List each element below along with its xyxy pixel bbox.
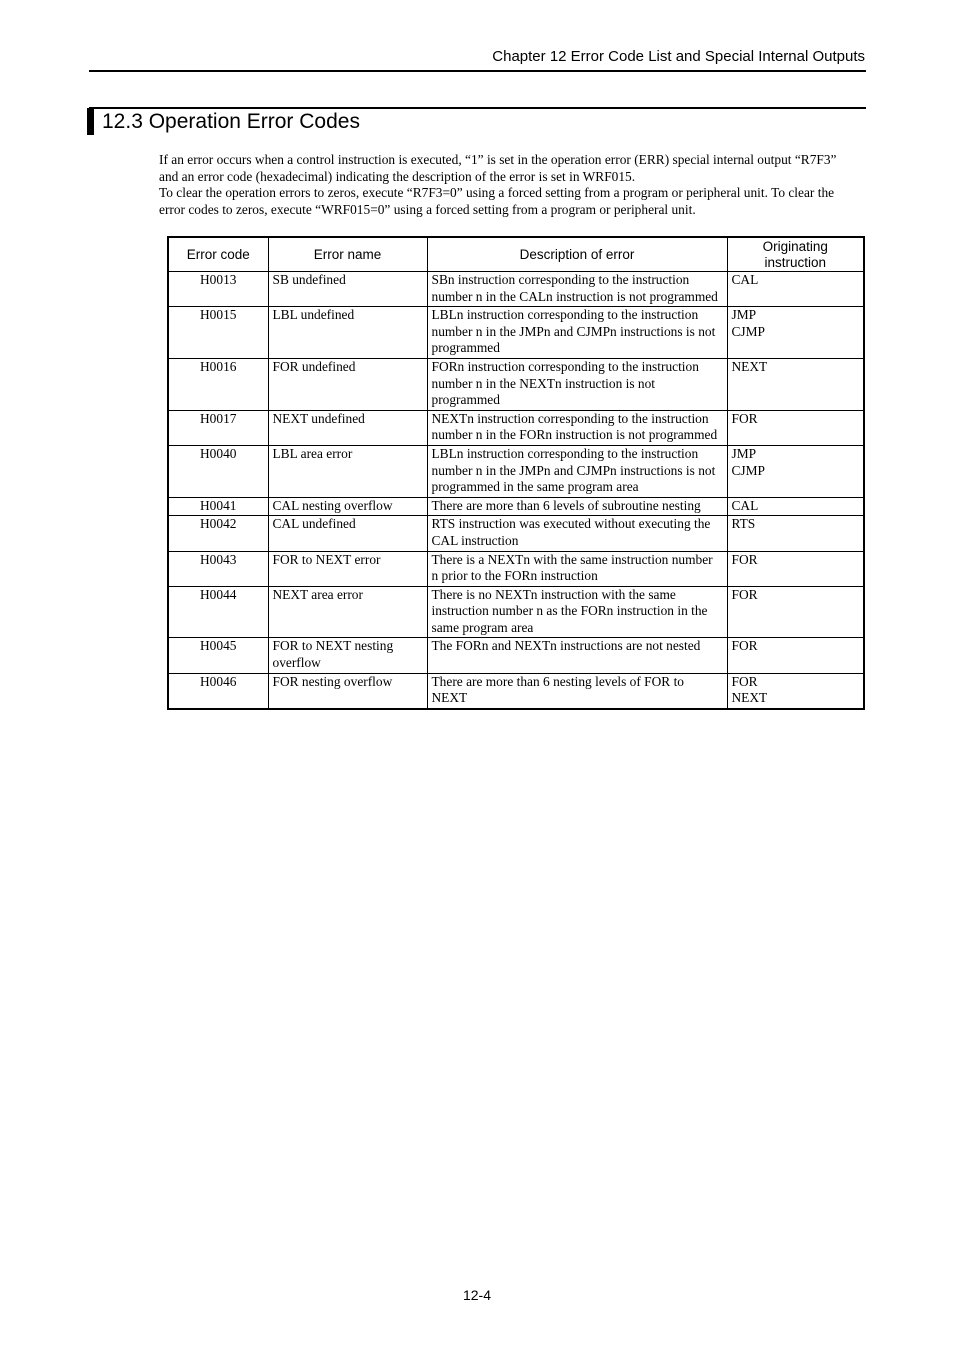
error-name-cell: FOR to NEXT error — [268, 551, 427, 586]
originating-instruction-cell: CAL — [727, 272, 864, 307]
intro-text — [159, 152, 859, 219]
originating-instruction-cell: FOR — [727, 638, 864, 673]
intro-paragraph-1: If an error occurs when a control instruction is executed, “1” is set in the operation error (ERR) special internal output “R7F3” and an error code (hexadecimal) indicating the description of the error is set in WRF015. — [159, 152, 837, 184]
error-description-cell: The FORn and NEXTn instructions are not nested — [427, 638, 727, 673]
table-row — [168, 497, 864, 516]
header-originating-instruction: Originating instruction — [727, 237, 864, 272]
header-error-name: Error name — [268, 237, 427, 272]
table-row — [168, 272, 864, 307]
error-name-cell: SB undefined — [268, 272, 427, 307]
table-row — [168, 307, 864, 359]
error-code-cell: H0044 — [168, 586, 268, 638]
error-description-cell: FORn instruction corresponding to the instruction number n in the NEXTn instruction is not programmed — [427, 358, 727, 410]
table-row — [168, 445, 864, 497]
table-row — [168, 410, 864, 445]
error-description-cell: There are more than 6 levels of subroutine nesting — [427, 497, 727, 516]
error-description-cell: LBLn instruction corresponding to the instruction number n in the JMPn and CJMPn instructions is not programmed — [427, 307, 727, 359]
error-description-cell: RTS instruction was executed without executing the CAL instruction — [427, 516, 727, 551]
originating-instruction-cell: FOR NEXT — [727, 673, 864, 709]
originating-instruction-cell: JMP CJMP — [727, 445, 864, 497]
originating-instruction-cell: FOR — [727, 410, 864, 445]
error-description-cell: There is no NEXTn instruction with the same instruction number n as the FORn instruction in the same program area — [427, 586, 727, 638]
table-row — [168, 551, 864, 586]
table-row — [168, 586, 864, 638]
header-description: Description of error — [427, 237, 727, 272]
table-header-row — [168, 237, 864, 272]
section-marker-bar — [87, 108, 94, 135]
page-number: 12-4 — [462, 1287, 492, 1303]
originating-instruction-cell: CAL — [727, 497, 864, 516]
error-code-cell: H0043 — [168, 551, 268, 586]
error-description-cell: SBn instruction corresponding to the instruction number n in the CALn instruction is not programmed — [427, 272, 727, 307]
table-row — [168, 638, 864, 673]
error-code-cell: H0046 — [168, 673, 268, 709]
error-code-cell: H0042 — [168, 516, 268, 551]
table-row — [168, 516, 864, 551]
error-name-cell: NEXT area error — [268, 586, 427, 638]
header-rule — [89, 70, 866, 72]
error-code-cell: H0041 — [168, 497, 268, 516]
originating-instruction-cell: NEXT — [727, 358, 864, 410]
section-title: 12.3 Operation Error Codes — [102, 110, 360, 133]
error-code-cell: H0040 — [168, 445, 268, 497]
originating-instruction-cell: JMP CJMP — [727, 307, 864, 359]
error-code-cell: H0016 — [168, 358, 268, 410]
error-code-cell: H0017 — [168, 410, 268, 445]
intro-paragraph-2: To clear the operation errors to zeros, execute “R7F3=0” using a forced setting from a program or peripheral unit. To clear the error codes to zeros, execute “WRF015=0” using a forced setting from a program or peripheral unit. — [159, 185, 835, 218]
header-error-code: Error code — [168, 237, 268, 272]
table-row — [168, 673, 864, 709]
originating-instruction-cell: RTS — [727, 516, 864, 551]
error-description-cell: NEXTn instruction corresponding to the instruction number n in the FORn instruction is not programmed — [427, 410, 727, 445]
operation-error-code-table — [167, 236, 865, 710]
error-name-cell: FOR to NEXT nesting overflow — [268, 638, 427, 673]
error-code-cell: H0013 — [168, 272, 268, 307]
error-description-cell: LBLn instruction corresponding to the instruction number n in the JMPn and CJMPn instructions is not programmed in the same program area — [427, 445, 727, 497]
error-name-cell: FOR nesting overflow — [268, 673, 427, 709]
originating-instruction-cell: FOR — [727, 551, 864, 586]
error-name-cell: LBL area error — [268, 445, 427, 497]
table-row — [168, 358, 864, 410]
error-code-cell: H0015 — [168, 307, 268, 359]
error-name-cell: CAL nesting overflow — [268, 497, 427, 516]
table-body — [168, 272, 864, 709]
error-code-cell: H0045 — [168, 638, 268, 673]
running-header: Chapter 12 Error Code List and Special Internal Outputs — [492, 48, 865, 65]
error-description-cell: There is a NEXTn with the same instruction number n prior to the FORn instruction — [427, 551, 727, 586]
error-name-cell: FOR undefined — [268, 358, 427, 410]
originating-instruction-cell: FOR — [727, 586, 864, 638]
error-name-cell: NEXT undefined — [268, 410, 427, 445]
error-name-cell: LBL undefined — [268, 307, 427, 359]
error-name-cell: CAL undefined — [268, 516, 427, 551]
error-description-cell: There are more than 6 nesting levels of FOR to NEXT — [427, 673, 727, 709]
